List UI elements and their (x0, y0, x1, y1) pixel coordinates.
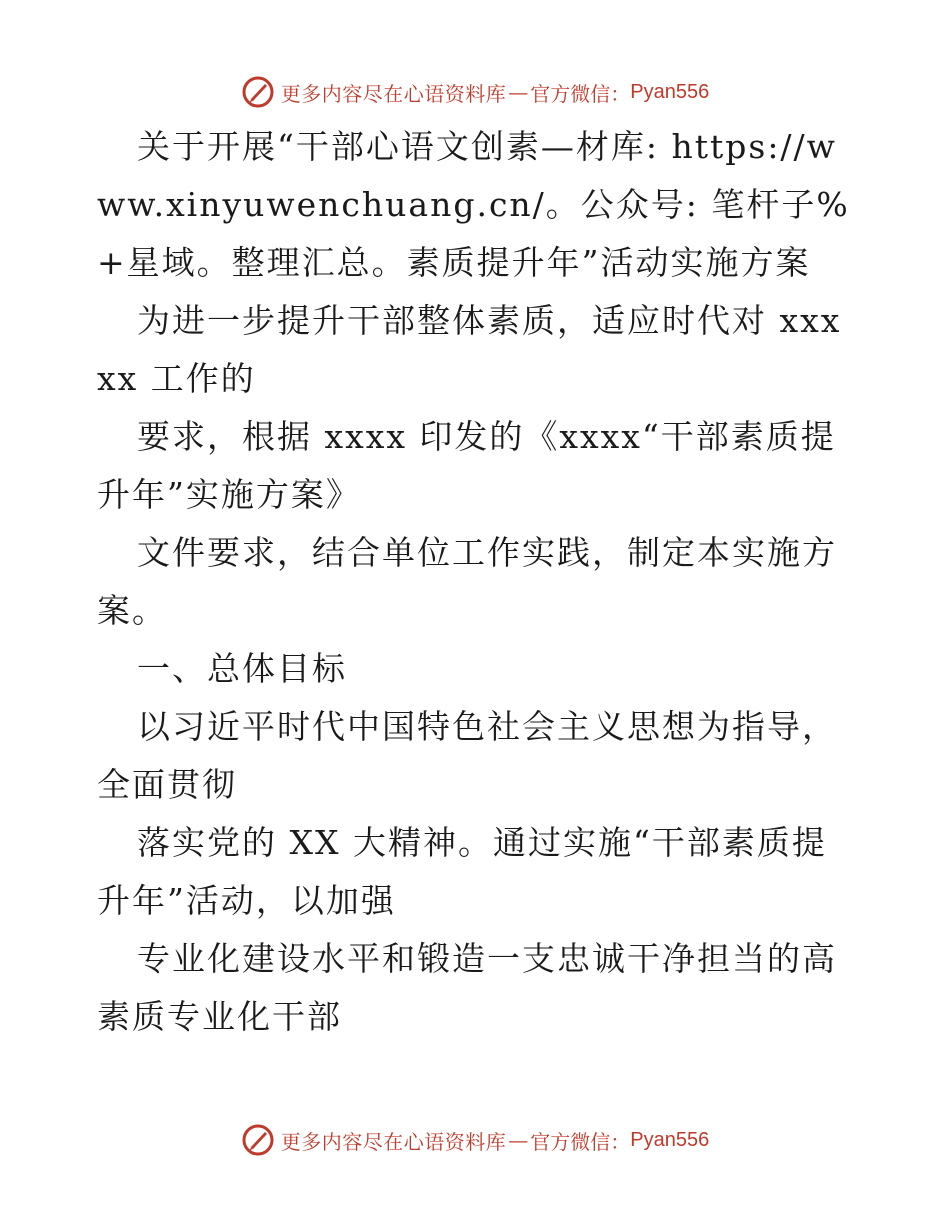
paragraph: 以习近平时代中国特色社会主义思想为指导，全面贯彻 (97, 707, 837, 804)
wechat-label: 官方微信： (530, 1129, 631, 1154)
paragraph: 落实党的 XX 大精神。通过实施“干部素质提升年”活动，以加强 (97, 823, 827, 920)
paragraph: 为进一步提升干部整体素质，适应时代对 xxxxx 工作的 (97, 301, 842, 398)
watermark-text: 更多内容尽在心语资料库 (280, 1129, 507, 1154)
quill-logo-icon (241, 75, 275, 109)
paragraph: 要求，根据 xxxx 印发的《xxxx“干部素质提升年”实施方案》 (97, 417, 836, 514)
watermark-text: 更多内容尽在心语资料库 (280, 81, 507, 106)
paragraph: 专业化建设水平和锻造一支忠诚干净担当的高素质专业化干部 (97, 939, 837, 1036)
watermark-dash: — (508, 80, 529, 104)
wechat-label: 官方微信： (530, 81, 631, 106)
document-title: 关于开展“干部心语文创素—材库: https://www.xinyuwenchuang.cn/。公众号: 笔杆子%+星域。整理汇总。素质提升年”活动实施方案 (97, 127, 850, 282)
watermark-banner-top (0, 70, 950, 114)
quill-logo-icon (241, 1123, 275, 1157)
section-heading: 一、总体目标 (137, 649, 347, 688)
wechat-id: Pyan556 (630, 1128, 710, 1151)
watermark-banner-bottom (0, 1118, 950, 1162)
watermark-dash: — (508, 1128, 529, 1152)
wechat-id: Pyan556 (630, 80, 710, 103)
document-body (97, 118, 857, 1046)
paragraph: 文件要求，结合单位工作实践，制定本实施方案。 (97, 533, 837, 630)
